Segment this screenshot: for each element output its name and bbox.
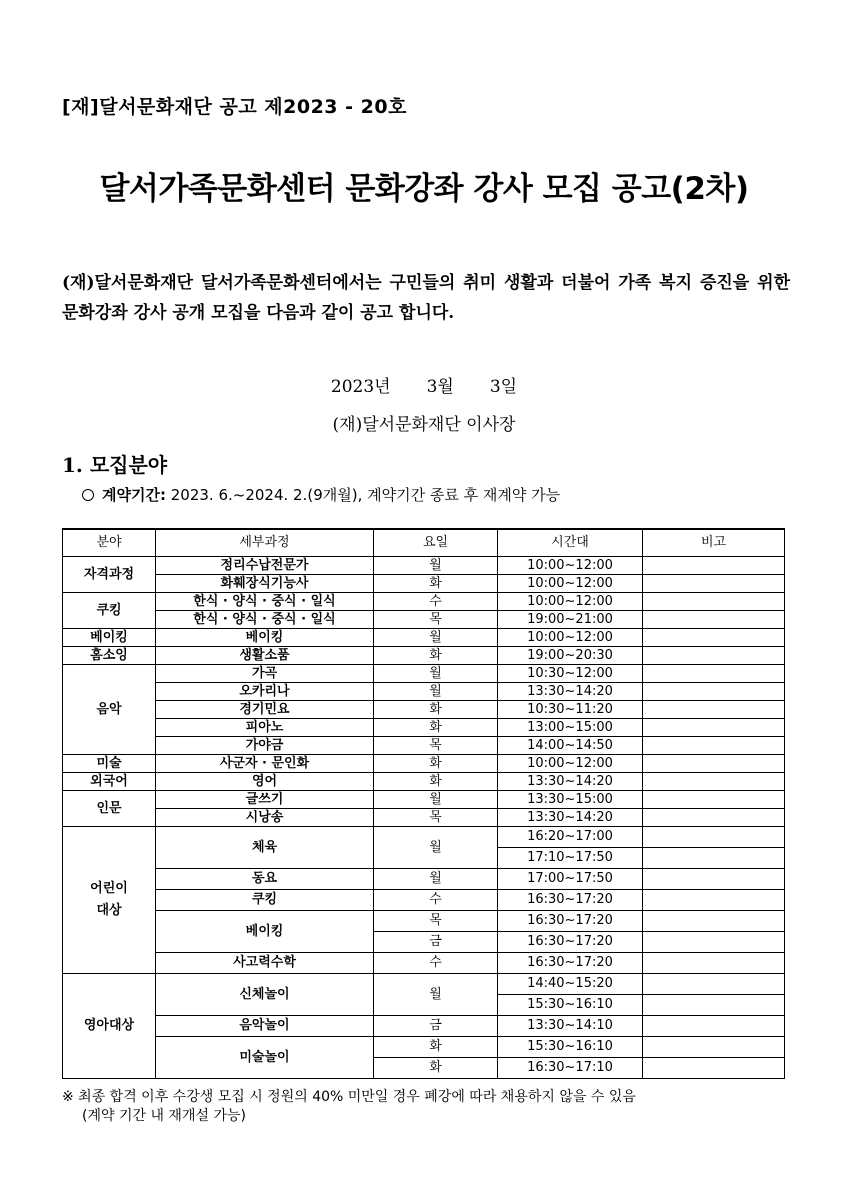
day-cell: 월 <box>374 974 498 1016</box>
field-cell: 어린이 대상 <box>63 827 156 974</box>
field-cell: 외국어 <box>63 773 156 791</box>
contract-period <box>82 484 560 505</box>
time-cell: 19:00~20:30 <box>498 647 643 665</box>
time-cell: 13:00~15:00 <box>498 719 643 737</box>
day-cell: 수 <box>374 890 498 911</box>
note-cell <box>643 755 785 773</box>
table-row <box>63 755 785 773</box>
course-cell: 가곡 <box>156 665 374 683</box>
time-cell: 13:30~14:20 <box>498 683 643 701</box>
note-cell <box>643 1037 785 1058</box>
time-cell: 16:30~17:20 <box>498 911 643 932</box>
note-cell <box>643 647 785 665</box>
date-month: 3월 <box>426 377 454 397</box>
day-cell: 목 <box>374 737 498 755</box>
contract-value: 2023. 6.~2024. 2.(9개월), 계약기간 종료 후 재계약 가능 <box>170 486 561 504</box>
day-cell: 월 <box>374 629 498 647</box>
course-cell: 쿠킹 <box>156 890 374 911</box>
field-cell: 쿠킹 <box>63 593 156 629</box>
footnote-line: ※ 최종 합격 이후 수강생 모집 시 정원의 40% 미만일 경우 폐강에 따라 채용하지 않을 수 있음 <box>62 1089 636 1105</box>
table-row <box>63 827 785 848</box>
table-row <box>63 773 785 791</box>
time-cell: 10:00~12:00 <box>498 629 643 647</box>
day-cell: 월 <box>374 557 498 575</box>
announcement-number: [재]달서문화재단 공고 제2023 - 20호 <box>62 96 407 118</box>
note-cell <box>643 629 785 647</box>
day-cell: 화 <box>374 1037 498 1058</box>
note-cell <box>643 557 785 575</box>
page-title: 달서가족문화센터 문화강좌 강사 모집 공고(2차) <box>99 171 749 207</box>
course-cell: 영어 <box>156 773 374 791</box>
table-row <box>63 611 785 629</box>
field-cell: 미술 <box>63 755 156 773</box>
course-cell: 베이킹 <box>156 911 374 953</box>
field-cell: 베이킹 <box>63 629 156 647</box>
time-cell: 14:00~14:50 <box>498 737 643 755</box>
note-cell <box>643 932 785 953</box>
note-cell <box>643 719 785 737</box>
course-cell: 동요 <box>156 869 374 890</box>
footnote <box>62 1088 792 1126</box>
note-cell <box>643 611 785 629</box>
table-row <box>63 974 785 995</box>
course-cell: 글쓰기 <box>156 791 374 809</box>
day-cell: 월 <box>374 827 498 869</box>
contract-label: 계약기간: <box>102 486 166 504</box>
table-row <box>63 719 785 737</box>
course-cell: 생활소품 <box>156 647 374 665</box>
day-cell: 화 <box>374 1058 498 1079</box>
issuer: (재)달서문화재단 이사장 <box>332 415 516 435</box>
course-cell: 베이킹 <box>156 629 374 647</box>
note-cell <box>643 791 785 809</box>
time-cell: 10:00~12:00 <box>498 575 643 593</box>
day-cell: 월 <box>374 869 498 890</box>
table-row <box>63 809 785 827</box>
time-cell: 13:30~15:00 <box>498 791 643 809</box>
time-cell: 16:30~17:20 <box>498 932 643 953</box>
course-cell: 사고력수학 <box>156 953 374 974</box>
header-course: 세부과정 <box>156 529 374 557</box>
section-heading: 1. 모집분야 <box>62 453 168 477</box>
day-cell: 월 <box>374 683 498 701</box>
time-cell: 10:30~11:20 <box>498 701 643 719</box>
field-cell: 인문 <box>63 791 156 827</box>
time-cell: 10:00~12:00 <box>498 755 643 773</box>
time-cell: 14:40~15:20 <box>498 974 643 995</box>
note-cell <box>643 1016 785 1037</box>
time-cell: 15:30~16:10 <box>498 995 643 1016</box>
table-row <box>63 737 785 755</box>
time-cell: 19:00~21:00 <box>498 611 643 629</box>
header-day: 요일 <box>374 529 498 557</box>
date-year: 2023년 <box>330 377 391 397</box>
note-cell <box>643 848 785 869</box>
time-cell: 17:10~17:50 <box>498 848 643 869</box>
note-cell <box>643 890 785 911</box>
course-cell: 신체놀이 <box>156 974 374 1016</box>
intro-paragraph: (재)달서문화재단 달서가족문화센터에서는 구민들의 취미 생활과 더불어 가족 복지 증진을 위한 문화강좌 강사 공개 모집을 다음과 같이 공고 합니다. <box>62 273 790 323</box>
note-cell <box>643 827 785 848</box>
course-cell: 화훼장식기능사 <box>156 575 374 593</box>
table-row <box>63 557 785 575</box>
day-cell: 화 <box>374 575 498 593</box>
time-cell: 16:30~17:20 <box>498 890 643 911</box>
note-cell <box>643 953 785 974</box>
course-cell: 음악놀이 <box>156 1016 374 1037</box>
note-cell <box>643 1058 785 1079</box>
table-row <box>63 791 785 809</box>
time-cell: 15:30~16:10 <box>498 1037 643 1058</box>
table-row <box>63 647 785 665</box>
table-row <box>63 890 785 911</box>
time-cell: 10:00~12:00 <box>498 593 643 611</box>
date-day: 3일 <box>489 377 518 397</box>
header-field: 분야 <box>63 529 156 557</box>
table-row <box>63 683 785 701</box>
field-cell: 음악 <box>63 665 156 755</box>
time-cell: 13:30~14:20 <box>498 773 643 791</box>
header-note: 비고 <box>643 529 785 557</box>
course-cell: 사군자 · 문인화 <box>156 755 374 773</box>
note-cell <box>643 974 785 995</box>
note-cell <box>643 683 785 701</box>
table-row <box>63 701 785 719</box>
table-row <box>63 1037 785 1058</box>
day-cell: 수 <box>374 593 498 611</box>
table-row <box>63 629 785 647</box>
day-cell: 목 <box>374 809 498 827</box>
announcement-date <box>0 372 848 397</box>
table-row <box>63 953 785 974</box>
note-cell <box>643 593 785 611</box>
note-cell <box>643 911 785 932</box>
note-cell <box>643 773 785 791</box>
day-cell: 금 <box>374 932 498 953</box>
time-cell: 16:30~17:10 <box>498 1058 643 1079</box>
day-cell: 월 <box>374 791 498 809</box>
note-cell <box>643 737 785 755</box>
course-cell: 가야금 <box>156 737 374 755</box>
header-time: 시간대 <box>498 529 643 557</box>
course-cell: 정리수납전문가 <box>156 557 374 575</box>
note-cell <box>643 869 785 890</box>
course-cell: 시낭송 <box>156 809 374 827</box>
course-cell: 미술놀이 <box>156 1037 374 1079</box>
day-cell: 목 <box>374 911 498 932</box>
field-cell: 자격과정 <box>63 557 156 593</box>
table-row <box>63 869 785 890</box>
course-cell: 오카리나 <box>156 683 374 701</box>
note-cell <box>643 701 785 719</box>
time-cell: 13:30~14:10 <box>498 1016 643 1037</box>
note-cell <box>643 575 785 593</box>
footnote-sub: (계약 기간 내 재개설 가능) <box>82 1108 246 1124</box>
course-cell: 체육 <box>156 827 374 869</box>
table-header-row <box>63 529 785 557</box>
field-cell: 홈소잉 <box>63 647 156 665</box>
note-cell <box>643 995 785 1016</box>
time-cell: 10:00~12:00 <box>498 557 643 575</box>
day-cell: 화 <box>374 755 498 773</box>
table-row <box>63 911 785 932</box>
recruitment-table <box>62 528 785 1079</box>
course-cell: 한식 · 양식 · 중식 · 일식 <box>156 611 374 629</box>
day-cell: 화 <box>374 647 498 665</box>
table-row <box>63 593 785 611</box>
time-cell: 16:30~17:20 <box>498 953 643 974</box>
day-cell: 금 <box>374 1016 498 1037</box>
time-cell: 13:30~14:20 <box>498 809 643 827</box>
day-cell: 월 <box>374 665 498 683</box>
day-cell: 화 <box>374 719 498 737</box>
note-cell <box>643 665 785 683</box>
field-cell: 영아대상 <box>63 974 156 1079</box>
course-cell: 경기민요 <box>156 701 374 719</box>
course-cell: 한식 · 양식 · 중식 · 일식 <box>156 593 374 611</box>
day-cell: 수 <box>374 953 498 974</box>
time-cell: 10:30~12:00 <box>498 665 643 683</box>
time-cell: 16:20~17:00 <box>498 827 643 848</box>
note-cell <box>643 809 785 827</box>
time-cell: 17:00~17:50 <box>498 869 643 890</box>
table-row <box>63 1016 785 1037</box>
circle-bullet-icon <box>82 489 94 501</box>
day-cell: 화 <box>374 773 498 791</box>
day-cell: 화 <box>374 701 498 719</box>
day-cell: 목 <box>374 611 498 629</box>
table-row <box>63 575 785 593</box>
course-cell: 피아노 <box>156 719 374 737</box>
table-row <box>63 665 785 683</box>
